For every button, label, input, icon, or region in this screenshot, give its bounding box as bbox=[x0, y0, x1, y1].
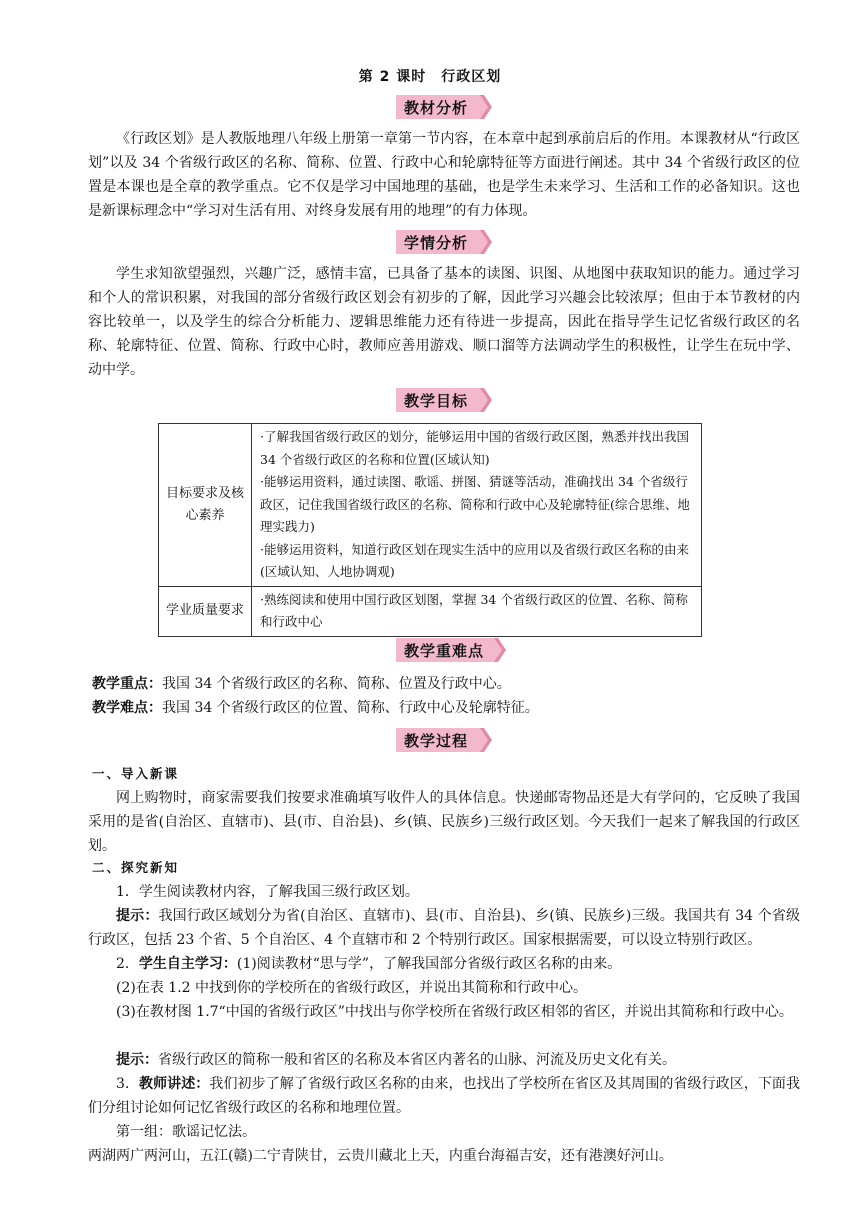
goals-row-header: 学业质量要求 bbox=[159, 586, 252, 636]
focus-text: 我国 34 个省级行政区的名称、简称、位置及行政中心。 bbox=[162, 676, 511, 692]
group1-line: 第一组：歌谣记忆法。 bbox=[116, 1124, 256, 1140]
hint-label: 提示： bbox=[116, 908, 159, 924]
table-row bbox=[159, 586, 702, 636]
hint-label: 提示： bbox=[116, 1052, 158, 1068]
section-heading: 教学过程 bbox=[404, 731, 469, 750]
step1-line: 1．学生阅读教材内容，了解我国三级行政区划。 bbox=[116, 884, 419, 900]
section-heading: 学情分析 bbox=[404, 233, 469, 252]
part1-title: 一、导入新课 bbox=[92, 766, 180, 781]
step3-paragraph bbox=[88, 1072, 800, 1120]
step2c-paragraph: (3)在教材图 1.7“中国的省级行政区”中找出与你学校所在省级行政区相邻的省区，并说出其简称和行政中心。 bbox=[116, 1004, 793, 1020]
hint2-text: 省级行政区的简称一般和省区的名称及本省区内著名的山脉、河流及历史文化有关。 bbox=[158, 1052, 676, 1068]
difficulty-text: 我国 34 个省级行政区的位置、简称、行政中心及轮廓特征。 bbox=[162, 700, 539, 716]
step2-line bbox=[88, 952, 800, 976]
section-banner-goals bbox=[396, 388, 492, 412]
goals-table bbox=[158, 423, 702, 637]
goals-row-content bbox=[252, 424, 702, 587]
goal-item: ·能够运用资料，通过读图、歌谣、拼图、猜谜等活动，准确找出 34 个省级行政区，记住我国省级行政区的名称、简称和行政中心及轮廓特征(综合思维、地理实践力) bbox=[260, 474, 690, 534]
part2-title: 二、探究新知 bbox=[92, 860, 180, 875]
section-banner-students bbox=[396, 230, 492, 254]
step3-prefix: 3． bbox=[116, 1076, 140, 1092]
goals-row-content bbox=[252, 586, 702, 636]
hint1-paragraph bbox=[88, 904, 800, 952]
step2-label: 学生自主学习： bbox=[138, 956, 237, 972]
rhyme-line: 两湖两广两河山，五江(赣)二宁青陕甘，云贵川藏北上天，内重台海福吉安，还有港澳好河山。 bbox=[88, 1148, 673, 1164]
section-banner-analysis bbox=[396, 95, 492, 119]
students-paragraph: 学生求知欲望强烈，兴趣广泛，感情丰富，已具备了基本的读图、识图、从地图中获取知识的能力。通过学习和个人的常识积累，对我国的部分省级行政区划会有初步的了解，因此学习兴趣会比较浓厚；但由于本节教材的内容比较单一，以及学生的综合分析能力、逻辑思维能力还有待进一步提高，因此在指导学生记忆省级行政区的名称、轮廓特征、位置、简称、行政中心时，教师应善用游戏、顺口溜等方法调动学生的积极性，让学生在玩中学、动中学。 bbox=[88, 266, 800, 378]
goal-item: ·了解我国省级行政区的划分，能够运用中国的省级行政区图，熟悉并找出我国 34 个省级行政区的名称和位置(区域认知) bbox=[260, 429, 689, 467]
hint2-line bbox=[88, 1048, 800, 1072]
step2-text: (1)阅读教材“思与学”，了解我国部分省级行政区名称的由来。 bbox=[236, 956, 622, 972]
table-row bbox=[159, 424, 702, 587]
analysis-paragraph: 《行政区划》是人教版地理八年级上册第一章第一节内容，在本章中起到承前启后的作用。本课教材从“行政区划”以及 34 个省级行政区的名称、简称、位置、行政中心和轮廓特征等方面进行阐述。其中 34 个省级行政区的位置是本课也是全章的教学重点。它不仅是学习中国地理的基础，也是学生未来学习、生活和工作的必备知识。这也是新课标理念中“学习对生活有用、对终身发展有用的地理”的有力体现。 bbox=[88, 131, 800, 219]
part1-paragraph: 网上购物时，商家需要我们按要求准确填写收件人的具体信息。快递邮寄物品还是大有学问的，它反映了我国采用的是省(自治区、直辖市)、县(市、自治县)、乡(镇、民族乡)三级行政区划。今天我们一起来了解我国的行政区划。 bbox=[88, 790, 800, 854]
section-heading: 教学重难点 bbox=[404, 641, 485, 660]
goals-row-header: 目标要求及核心素养 bbox=[159, 424, 252, 587]
section-heading: 教学目标 bbox=[404, 391, 469, 410]
step3-text: 我们初步了解了省级行政区名称的由来，也找出了学校所在省区及其周围的省级行政区，下面我们分组讨论如何记忆省级行政区的名称和地理位置。 bbox=[88, 1076, 801, 1116]
goal-item: ·熟练阅读和使用中国行政区划图，掌握 34 个省级行政区的位置、名称、简称和行政中心 bbox=[260, 591, 688, 629]
section-heading: 教材分析 bbox=[404, 98, 469, 117]
step2b-line: (2)在表 1.2 中找到你的学校所在的省级行政区，并说出其简称和行政中心。 bbox=[116, 980, 587, 996]
page-title: 第 2 课时 行政区划 bbox=[358, 69, 502, 85]
difficulty-label: 教学难点： bbox=[92, 700, 162, 716]
step2-prefix: 2． bbox=[116, 956, 139, 972]
hint1-text: 我国行政区域划分为省(自治区、直辖市)、县(市、自治县)、乡(镇、民族乡)三级。我国共有 34 个省级行政区，包括 23 个省、5 个自治区、4 个直辖市和 2 个特别行政区。国家根据需要，可以设立特别行政区。 bbox=[88, 908, 801, 948]
focus-line bbox=[88, 672, 800, 696]
goal-item: ·能够运用资料，知道行政区划在现实生活中的应用以及省级行政区名称的由来(区域认知、人地协调观) bbox=[260, 541, 689, 579]
difficulty-line bbox=[88, 696, 800, 720]
focus-label: 教学重点： bbox=[92, 676, 162, 692]
step3-label: 教师讲述： bbox=[139, 1076, 210, 1092]
section-banner-process bbox=[396, 728, 492, 752]
section-banner-keypoints bbox=[396, 638, 506, 662]
